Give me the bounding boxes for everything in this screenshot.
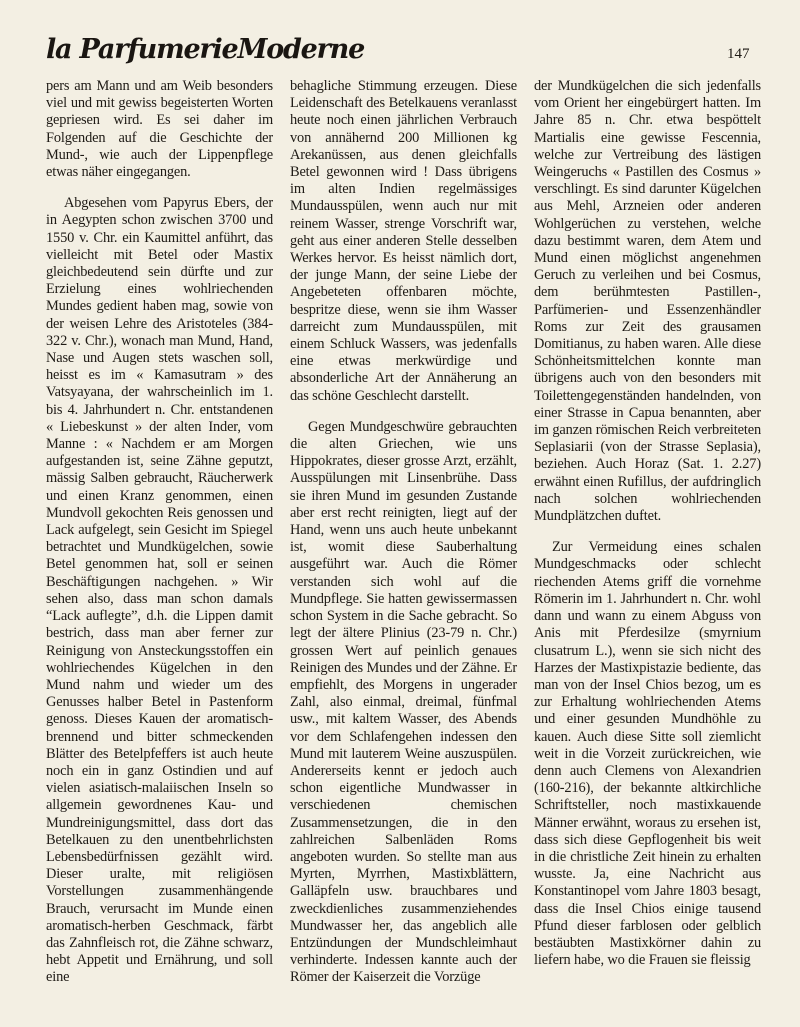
- paragraph: Zur Vermeidung eines schalen Mundgeschmacks oder schlecht riechenden Atems griff die vornehme Römerin im 1. Jahrhundert n. Chr. wohl dann und wann zu einem Abguss von Anis mit Pferdesilze (smyrnium clusatrum L.), wenn sie sich nicht des Harzes der Mastixpistazie bediente, das man von der Insel Chios bezog, um es zur Erhaltung wohlriechenden Atems und einer gesunden Mundhöhle zu kauen. Auch diese Sitte soll ziemlicht weit in die Vorzeit zurückreichen, wie denn auch Clemens von Alexandrien (160-216), der bekannte altkirchliche Schriftsteller, noch mastixkauende Männer erwähnt, woraus zu ersehen ist, dass sich diese Gepflogenheit bis weit in die christliche Zeit hinein zu erhalten wusste. Ja, eine Nachricht aus Konstantinopel vom Jahre 1803 besagt, dass die Insel Chios einige tausend Pfund dieser farblosen oder gelblich bestäubten Mastixkörner dahin zu liefern habe, wo die Frauen sie fleissig: [534, 539, 761, 969]
- paragraph: der Mundkügelchen die sich jedenfalls vom Orient her eingebürgert hatten. Im Jahre 85 n. Chr. etwa bespöttelt Martialis eine gewisse Fescennia, welche zur Vertreibung des lästigen Weingeruchs « Pastillen des Cosmus » verschlingt. Es sind darunter Kügelchen aus Mehl, Arzneien oder anderen Wohlgerüchen zu verstehen, welche dazu bestimmt waren, dem Atem und Mund einen möglichst angenehmen Geruch zu verleihen und bei Cosmus, dem berühmtesten Pastillen-, Parfümerien- und Essenzenhändler Roms zur Zeit des grausamen Domitianus, zu haben waren. Alle diese Schönheitsmittelchen konnte man übrigens auch von den besonders mit Toilettengegenständen handelnden, von einer Strasse in Capua benannten, aber im ganzen römischen Reich verbreiteten Seplasiarii (von der Strasse Seplasia), beziehen. Auch Horaz (Sat. 1. 2.27) erwähnt einen Rufillus, der aufdringlich nach solchen wohlriechenden Mundplätzchen duftet.: [534, 78, 761, 525]
- paragraph: Abgesehen vom Papyrus Ebers, der in Aegypten schon zwischen 3700 und 1550 v. Chr. ein Kaumittel anführt, das vielleicht mit Betel oder Mastix gleichbedeutend sein dürfte und zur Erzielung eines wohlriechenden Mundes gedient haben mag, sowie von der weisen Lehre des Aristoteles (384-322 v. Chr.), wonach man Mund, Hand, Nase und Augen stets waschen soll, heisst es im « Kamasutram » des Vatsyayana, der wahrscheinlich im 1. bis 4. Jahrhundert n. Chr. entstandenen « Liebeskunst » der alten Inder, vom Manne : « Nachdem er am Morgen aufgestanden ist, seine Zähne geputzt, mässig Salben gebraucht, Räucherwerk und einen Kranz genommen, einen Mundvoll gekochten Reis genossen und Lack aufgelegt, sein Gesicht im Spiegel betrachtet und Mundkügelchen, sowie Betel genommen hat, soll er seinen Beschäftigungen nachgehen. » Wir sehen also, dass man schon damals “Lack auflegte”, d.h. die Lippen damit bestrich, dass man aber ferner zur Reinigung von Ansteckungsstoffen ein wohlriechendes Kügelchen in den Mund nahm und wieder um des Genusses halber Betel in Pastenform genoss. Dieses Kauen der aromatisch-brennend und bitter schmeckenden Blätter des Betelpfeffers ist auch heute noch ein in ganz Ostindien und auf vielen asiatisch-malaiischen Inseln so allgemein gewordnenes Kau- und Mundreinigungsmittel, dass dort das Betelkauen zu den unentbehrlichsten Lebensbedürfnissen gezählt wird. Dieser uralte, mit religiösen Vorstellungen zusammenhängende Brauch, verursacht im Munde einen aromatisch-herben Geschmack, färbt das Zahnfleisch rot, die Zähne schwarz, hebt Appetit und Ernährung, und soll eine: [46, 195, 273, 986]
- magazine-masthead: la ParfumerieModerne: [46, 34, 365, 65]
- column-middle: [290, 78, 517, 1008]
- article-body: [46, 78, 761, 1008]
- column-left: [46, 78, 273, 1008]
- paragraph: pers am Mann und am Weib besonders viel und mit gewiss begeisterten Worten gepriesen wird. Es sei daher im Folgenden auf die Geschichte der Mund-, wie auch der Lippenpflege etwas näher eingegangen.: [46, 78, 273, 181]
- paragraph: behagliche Stimmung erzeugen. Diese Leidenschaft des Betelkauens veranlasst heute noch einen jährlichen Verbrauch von annähernd 200 Millionen kg Arekanüssen, aus denen gleichfalls Betel gewonnen wird ! Dass übrigens im alten Indien regelmässiges Mundausspülen, wenn auch nur mit reinem Wasser, strenge Vorschrift war, geht aus einer anderen Stelle desselben Werkes hervor. Es heisst nämlich dort, der junge Mann, der seine Liebe der Angebeteten offenbaren möchte, bespritze diese, wenn sie ihm Wasser darreicht zum Mundausspülen, mit einem Schluck Wassers, was jedenfalls eine etwas merkwürdige und absonderliche Art der Annäherung an das schöne Geschlecht darstellt.: [290, 78, 517, 404]
- page-number: 147: [727, 46, 750, 62]
- column-right: [534, 78, 761, 1008]
- paragraph: Gegen Mundgeschwüre gebrauchten die alten Griechen, wie uns Hippokrates, dieser grosse Arzt, erzählt, Ausspülungen mit Linsenbrühe. Dass sie ihren Mund im gesunden Zustande aber erst recht reinigten, liegt auf der Hand, wenn uns auch heute unbekannt ist, womit diese Sauberhaltung ausgeführt war. Auch die Römer verstanden sich wohl auf die Mundpflege. Sie hatten gewissermassen schon System in die Sache gebracht. So legt der ältere Plinius (23-79 n. Chr.) grossen Wert auf peinlich genaues Reinigen des Mundes und der Zähne. Er empfiehlt, des Morgens in ungerader Zahl, also einmal, dreimal, fünfmal usw., mit kaltem Wasser, des Abends vor dem Schlafengehen indessen den Mund mit lauterem Weine auszuspülen. Andererseits kennt er jedoch auch schon eigentliche Mundwasser in verschiedenen chemischen Zusammensetzungen, die in den zahlreichen Salbenläden Roms angeboten wurden. So stellte man aus Myrten, Myrrhen, Mastixblättern, Galläpfeln usw. brauchbares und zweckdienliches zusammenziehendes Mundwasser her, das angeblich alle Entzündungen der Mundschleimhaut verhinderte. Indessen kannte auch der Römer der Kaiserzeit die Vorzüge: [290, 418, 517, 986]
